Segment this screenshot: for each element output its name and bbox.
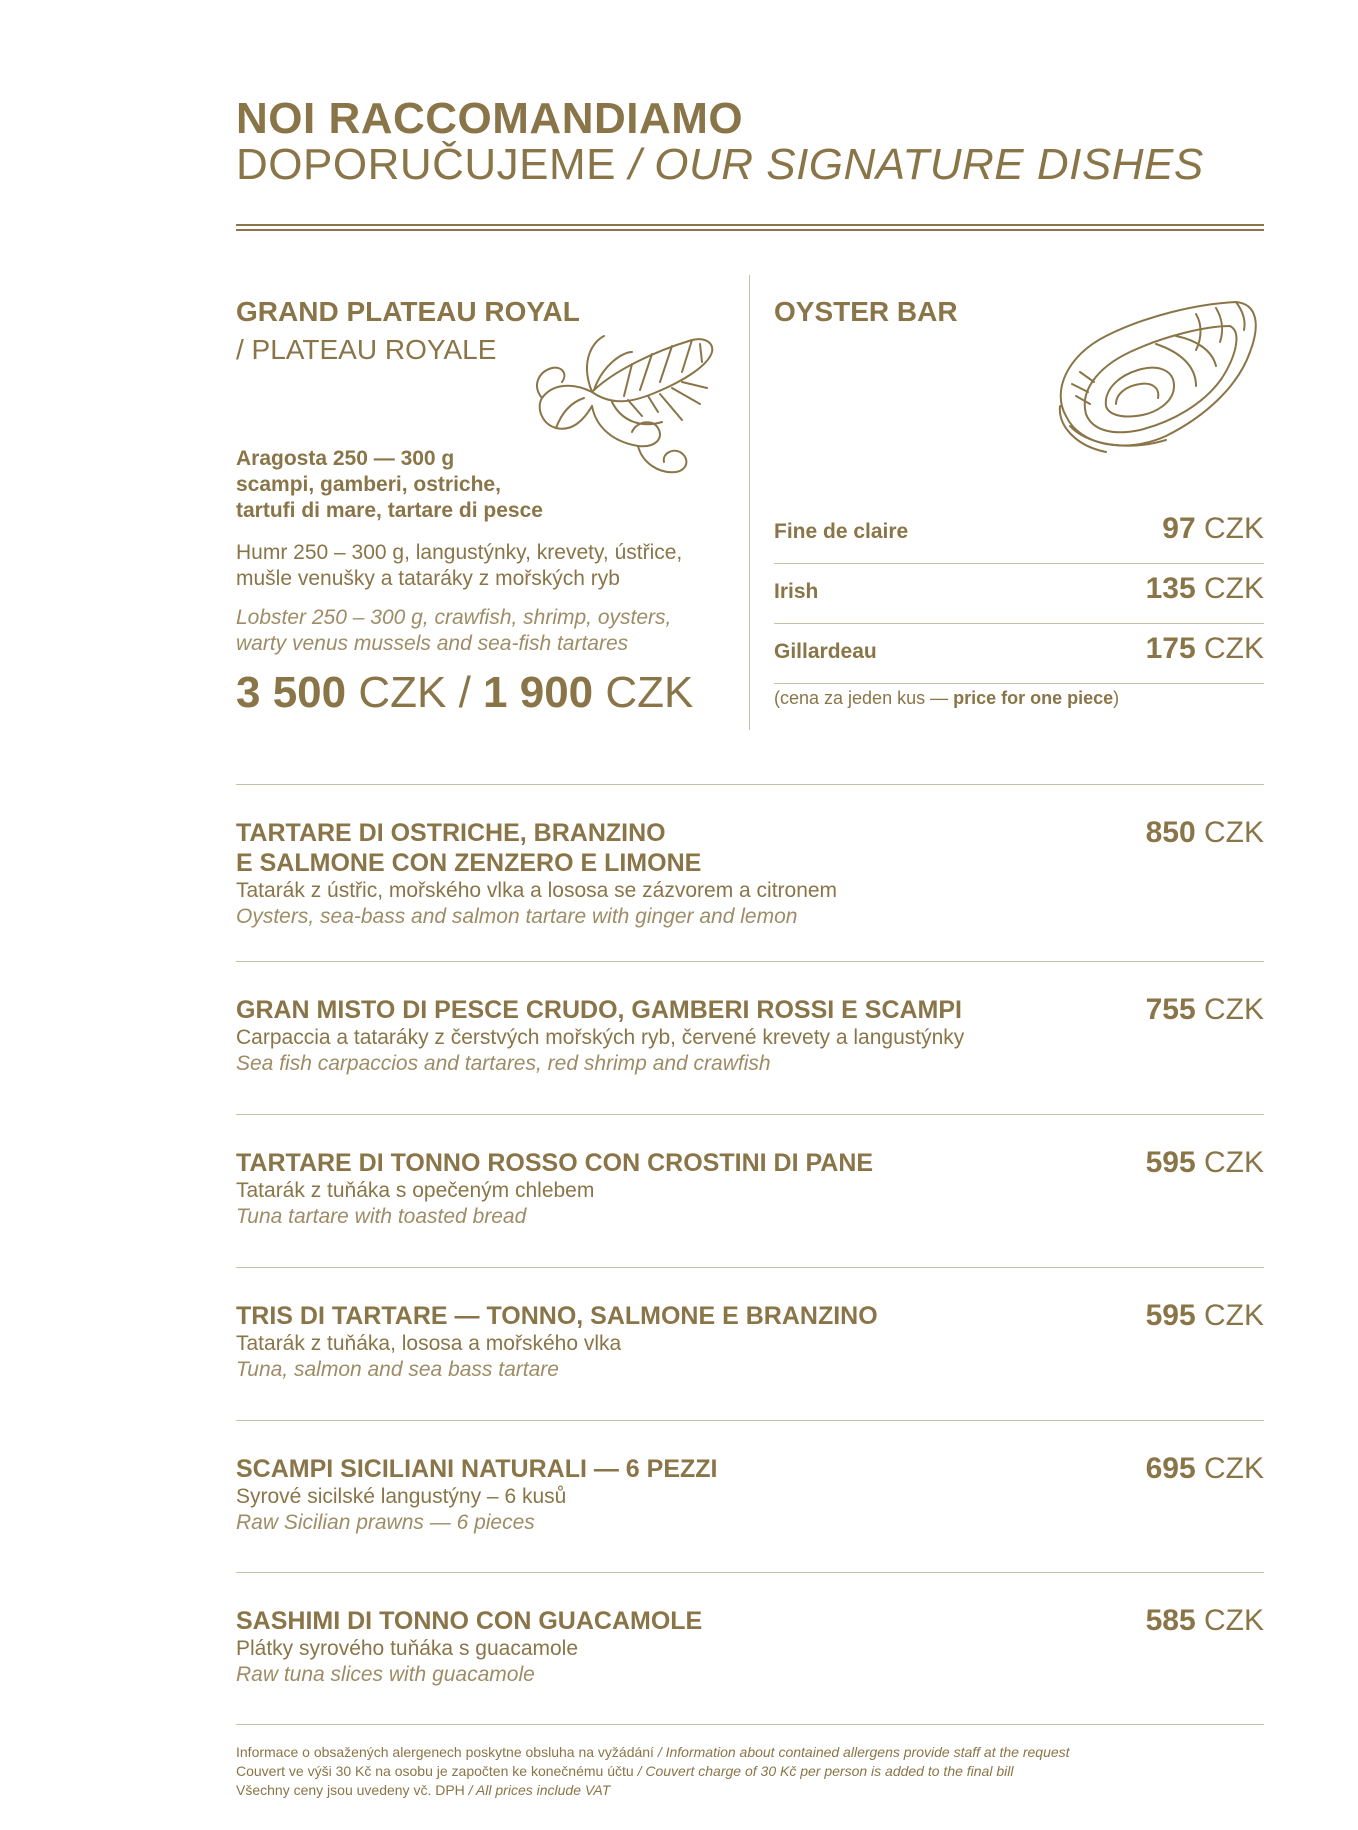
dish-divider (236, 784, 1264, 785)
dish-item (236, 1606, 1264, 1688)
dish-name: SCAMPI SICILIANI NATURALI — 6 PEZZI (236, 1455, 718, 1483)
dish-description-cz: Syrové sicilské langustýny – 6 kusů (236, 1485, 567, 1508)
footer-line-vat (236, 1781, 1070, 1800)
dish-divider (236, 1420, 1264, 1421)
dish-name: TRIS DI TARTARE — TONNO, SALMONE E BRANZINO (236, 1302, 878, 1330)
plateau-price-1: 3 500 (236, 668, 347, 717)
oyster-illustration (1046, 296, 1266, 464)
plateau-description-en (236, 605, 736, 657)
plateau-cz-line: Humr 250 – 300 g, langustýnky, krevety, ústřice, (236, 541, 683, 564)
page-subtitle (236, 140, 1204, 190)
dish-name: GRAN MISTO DI PESCE CRUDO, GAMBERI ROSSI E SCAMPI (236, 996, 963, 1024)
dish-currency: CZK (1204, 1452, 1264, 1485)
plateau-en-line: Lobster 250 – 300 g, crawfish, shrimp, oysters, (236, 606, 672, 629)
oyster-currency: CZK (1204, 632, 1264, 665)
dish-currency: CZK (1204, 1146, 1264, 1179)
subtitle-en: OUR SIGNATURE DISHES (654, 140, 1204, 189)
dish-price (1146, 816, 1264, 850)
page-title: NOI RACCOMANDIAMO (236, 94, 744, 143)
dish-price-value: 695 (1145, 1452, 1196, 1485)
footer-allergens-cz: Informace o obsažených alergenech poskytne obsluha na vyžádání (236, 1744, 654, 1760)
plateau-it-line: tartufi di mare, tartare di pesce (236, 499, 543, 522)
header-double-rule (236, 224, 1264, 231)
oyster-currency: CZK (1204, 572, 1264, 605)
dish-description-en: Oysters, sea-bass and salmon tartare with ginger and lemon (236, 905, 798, 928)
dish-description-cz: Tatarák z tuňáka, lososa a mořského vlka (236, 1332, 622, 1355)
plateau-subtitle: / PLATEAU ROYALE (236, 334, 497, 365)
dish-description-en: Tuna tartare with toasted bread (236, 1205, 527, 1228)
oyster-price (1162, 512, 1264, 546)
plateau-en-line: warty venus mussels and sea-fish tartares (236, 632, 629, 655)
oyster-price (1146, 572, 1264, 606)
oyster-bar-title: OYSTER BAR (774, 296, 958, 327)
plateau-it-line: Aragosta 250 — 300 g (236, 447, 455, 470)
dish-description-cz: Tatarák z ústřic, mořského vlka a lososa se zázvorem a citronem (236, 879, 838, 902)
dish-price-value: 595 (1145, 1146, 1196, 1179)
dish-divider (236, 1267, 1264, 1268)
oyster-currency: CZK (1204, 512, 1264, 545)
dish-divider (236, 1572, 1264, 1573)
dish-price (1146, 1146, 1264, 1180)
subtitle-separator: / (616, 140, 655, 189)
oyster-note-bold: price for one piece (953, 688, 1114, 708)
dish-price (1146, 1299, 1264, 1333)
dish-price (1146, 1452, 1264, 1486)
dish-currency: CZK (1204, 1299, 1264, 1332)
plateau-currency-1: CZK (358, 668, 447, 717)
footer-couvert-cz: Couvert ve výši 30 Kč na osobu je započten ke konečnému účtu (236, 1763, 634, 1779)
plateau-price-separator: / (446, 668, 484, 717)
dish-description-en: Raw Sicilian prawns — 6 pieces (236, 1511, 535, 1534)
plateau-price (236, 668, 693, 718)
dish-description-en: Raw tuna slices with guacamole (236, 1663, 535, 1686)
footer-line-couvert (236, 1762, 1070, 1781)
plateau-description-it (236, 446, 596, 524)
plateau-description-cz (236, 540, 736, 592)
oyster-name: Irish (774, 580, 819, 603)
footer-notes (236, 1743, 1070, 1800)
dish-currency: CZK (1204, 1604, 1264, 1637)
dish-price (1146, 1604, 1264, 1638)
oyster-price (1146, 632, 1264, 666)
oyster-price-list (774, 504, 1264, 684)
oyster-price-value: 175 (1145, 632, 1196, 665)
oyster-price-value: 135 (1145, 572, 1196, 605)
footer-divider (236, 1724, 1264, 1725)
oyster-row (774, 564, 1264, 624)
menu-page (236, 0, 1264, 1830)
plateau-price-2: 1 900 (483, 668, 594, 717)
dish-item (236, 1301, 1264, 1383)
oyster-price-note (774, 688, 1119, 709)
dish-price (1146, 993, 1264, 1027)
plateau-currency-2: CZK (605, 668, 694, 717)
dish-divider (236, 1114, 1264, 1115)
dish-item (236, 1454, 1264, 1536)
footer-vat-en: / All prices include VAT (464, 1782, 611, 1798)
dish-description-cz: Carpaccia a tataráky z čerstvých mořských ryb, červené krevety a langustýnky (236, 1026, 965, 1049)
subtitle-cz: DOPORUČUJEME (236, 140, 617, 189)
dish-name: SASHIMI DI TONNO CON GUACAMOLE (236, 1607, 703, 1635)
dish-name: TARTARE DI TONNO ROSSO CON CROSTINI DI PANE (236, 1149, 874, 1177)
oyster-name: Fine de claire (774, 520, 909, 543)
dish-item (236, 995, 1264, 1077)
oyster-price-value: 97 (1162, 512, 1196, 545)
dish-currency: CZK (1204, 816, 1264, 849)
plateau-it-line: scampi, gamberi, ostriche, (236, 473, 501, 496)
plateau-title: GRAND PLATEAU ROYAL (236, 296, 580, 327)
dish-currency: CZK (1204, 993, 1264, 1026)
footer-line-allergens (236, 1743, 1070, 1762)
oyster-row (774, 504, 1264, 564)
dish-description-en: Tuna, salmon and sea bass tartare (236, 1358, 559, 1381)
footer-allergens-en: / Information about contained allergens provide staff at the request (653, 1744, 1070, 1760)
oyster-note-suffix: ) (1113, 688, 1120, 708)
footer-vat-cz: Všechny ceny jsou uvedeny vč. DPH (236, 1782, 465, 1798)
dish-name: TARTARE DI OSTRICHE, BRANZINO E SALMONE CON ZENZERO E LIMONE (236, 819, 702, 877)
dish-description-en: Sea fish carpaccios and tartares, red shrimp and crawfish (236, 1052, 771, 1075)
dish-price-value: 595 (1145, 1299, 1196, 1332)
section-vertical-divider (749, 275, 750, 730)
dish-item (236, 818, 1264, 930)
oyster-row (774, 624, 1264, 684)
dish-divider (236, 961, 1264, 962)
oyster-name: Gillardeau (774, 640, 877, 663)
dish-item (236, 1148, 1264, 1230)
oyster-note-prefix: (cena za jeden kus — (774, 688, 954, 708)
dish-description-cz: Plátky syrového tuňáka s guacamole (236, 1637, 579, 1660)
plateau-cz-line: mušle venušky a tataráky z mořských ryb (236, 567, 620, 590)
dish-price-value: 850 (1145, 816, 1196, 849)
dish-price-value: 585 (1145, 1604, 1196, 1637)
dish-price-value: 755 (1145, 993, 1196, 1026)
footer-couvert-en: / Couvert charge of 30 Kč per person is added to the final bill (633, 1763, 1014, 1779)
dish-description-cz: Tatarák z tuňáka s opečeným chlebem (236, 1179, 595, 1202)
